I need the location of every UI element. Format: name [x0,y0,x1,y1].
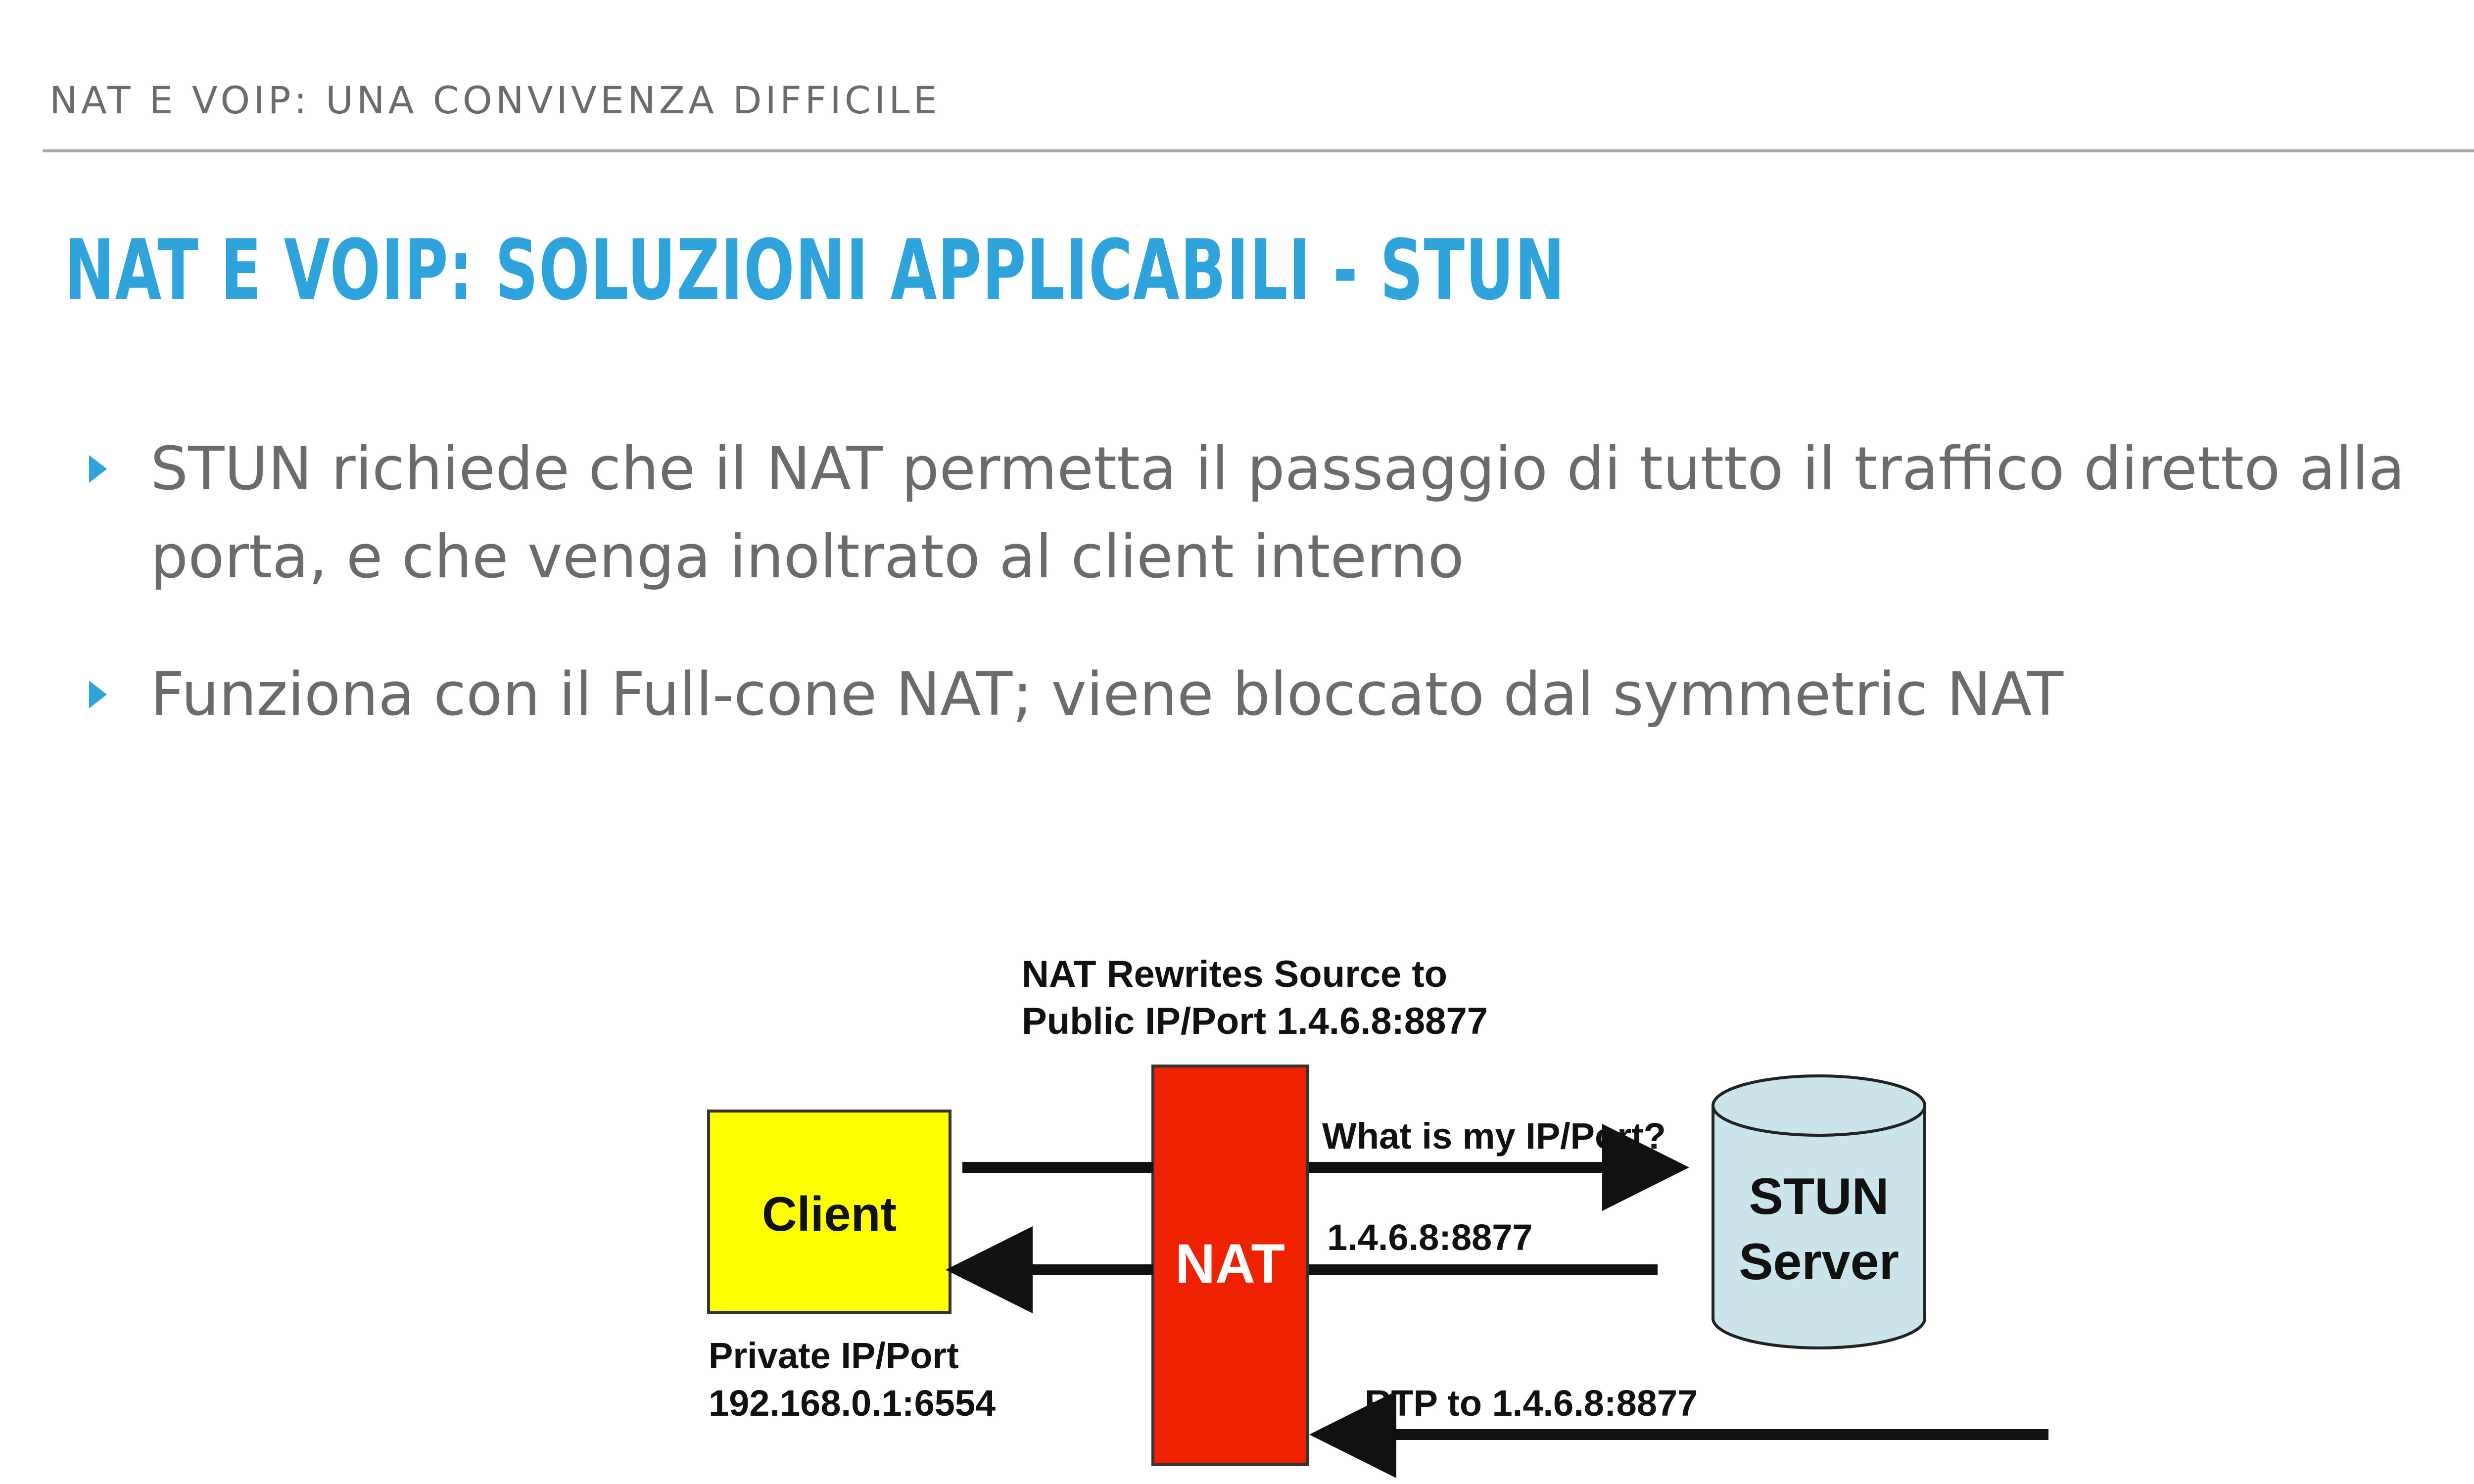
server-label-line1: STUN [1749,1168,1889,1225]
client-label: Client [761,1187,897,1241]
section-header: NAT E VOIP: UNA CONVIVENZA DIFFICILE [49,78,941,122]
response-label: 1.4.6.8:8877 [1327,1217,1533,1258]
bullet-text: Funziona con il Full-cone NAT; viene bloccato dal symmetric NAT [150,660,2064,729]
slide-title: NAT E VOIP: SOLUZIONI APPLICABILI - STUN [64,222,1566,319]
bullet-text: STUN richiede che il NAT permetta il passaggio di tutto il traffico diretto alla porta, e che venga inoltrato al client interno [150,435,2405,592]
request-label: What is my IP/Port? [1322,1115,1666,1157]
client-note-line2: 192.168.0.1:6554 [709,1383,996,1424]
nat-label: NAT [1175,1233,1285,1295]
client-note-line1: Private IP/Port [709,1335,959,1376]
nat-note-line2: Public IP/Port 1.4.6.8:8877 [1022,1000,1488,1042]
server-label-line2: Server [1739,1233,1899,1291]
nat-note-line1: NAT Rewrites Source to [1022,953,1448,995]
rtp-label: RTP to 1.4.6.8:8877 [1365,1383,1698,1424]
